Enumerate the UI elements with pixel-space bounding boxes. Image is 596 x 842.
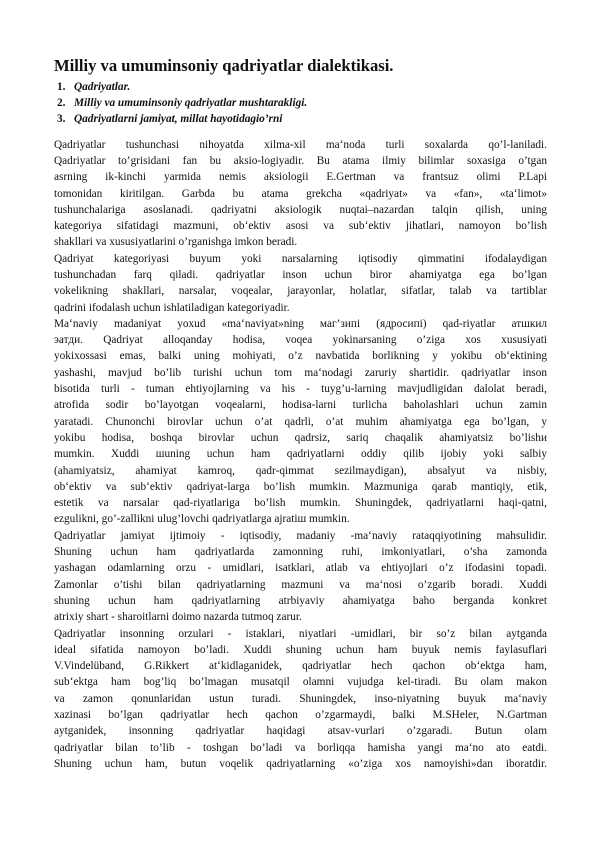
body-line: Qadriyat kategoriyasi buyum yoki narsalarning iqtisodiy qimmatini ifodalaydigan (54, 252, 547, 265)
body-line: qadriyatlar bilan to’lib - toshgan bo’ladi va borliqqa hamisha yangi ma‘no ato eatdi. (54, 741, 547, 754)
body-line: shuning uchun ham qadriyatlarning atrbiyaviy ahamiyatga baho berganda konkret (54, 594, 547, 607)
body-line: bisotida turli - tuman ehtiyojlarning va his - tuyg’u-larning mavjudligidan dalolat beradi, (54, 383, 547, 396)
body-line: kategoriya sifatidagi mazmuni, ob‘ektiv asosi va sub‘ektiv jihatlari, namoyon bo’lish (54, 220, 547, 233)
body-line: atrixiy shart - sharoitlarni doimo nazarda tutmoq zarur. (54, 611, 302, 624)
body-line: Ma‘naviy madaniyat yoxud «ma‘naviyat»ning маг’зипі (ядросипі) qad-riyatlar атшкил (54, 317, 547, 330)
outline-item (54, 95, 547, 111)
document-page (54, 56, 547, 772)
body-line: yokibu hodisa, boshqa birovlar uchun qadrsiz, sariq chaqalik ahamiyatsiz bo’lishи (54, 431, 547, 444)
body-line: aytganidek, insonning qadriyatlar haqidagi atsav-vurlari o’zgaradi. Butun olam (54, 725, 547, 738)
body-line: sub‘ektga ham bog’liq bo’lmagan musatqil olamni vujudga kel-tiradi. Bu olam makon (54, 676, 547, 689)
body-line: xazinasi bo’lgan qadriyatlar hech qachon o’zgarmaydi, balki M.SHeler, N.Gartman (54, 709, 547, 721)
body-line: tushunchadan farq qiladi. qadriyatlar inson uchun biror ahamiyatga ega bo’lgan (54, 268, 547, 281)
body-line: Shuning uchun ham qadriyatlarda zamonning ruhi, imkoniyatlari, o’sha zamonda (54, 546, 547, 559)
body-line: mumkin. Xuddi шuning uchun ham qadriyatlarni oddiy qilib ijobiy yoki salbiy (54, 448, 547, 461)
body-line: Qadriyatlar jamiyat ijtimoiy - iqtisodiy, madaniy -ma‘naviy rataqqiyotining mahsulidir. (54, 529, 547, 542)
topic-outline (54, 79, 547, 128)
body-line: estetik va narsalar qad-riyatlariga bo’lish mumkin. Shuningdek, qadriyatlarni haqi-qatni, (54, 497, 547, 510)
outline-item (54, 79, 547, 95)
document-title: Milliy va umuminsoniy qadriyatlar dialektikasi. (54, 56, 394, 75)
body-line: ob‘ektiv va sub‘ektiv qadriyat-larga bo’lish mumkin. Mazmuniga qarab mantiqiy, etik, (54, 480, 547, 493)
body-line: atrofida sodir bo’layotgan voqealarni, hodisa-larni turlicha baholashlari uchun zamin (54, 399, 547, 412)
outline-text: Milliy va umuminsoniy qadriyatlar mushtarakligi. (74, 97, 308, 110)
body-line: (ahamiyatsiz, ahamiyat kamroq, qadr-qimmat sezilmaydigan), absalyut va nisbiy, (54, 464, 547, 477)
body-line: ezgulikni, go’-zallikni ulug’lovchi qadriyatlarga ajratiш mumkin. (54, 513, 350, 526)
body-line: Qadriyatlar tushunchasi nihoyatda xilma-xil ma‘noda turli soxalarda qo’l-laniladi. (54, 138, 547, 151)
body-line: эатди. Qadriyat alloqanday hodisa, voqea yokinarsaning o’ziga xos xususiyati (54, 334, 547, 347)
outline-number: 2. (57, 97, 66, 110)
body-line: Qadriyatlar to’grisidani fan bu aksio-logiyadir. Bu atama ilmiy bilimlar soxasiga o’tgan (54, 154, 547, 167)
body-line: qadrini ifodalash uchun ishlatiladigan kategoriyadir. (54, 301, 290, 314)
body-line: yokixossasi emas, balki uning mohiyati, o’z navbatida borlikning y yokibu ob‘ektining (54, 350, 547, 363)
body-line: Qadriyatlar insonning orzulari - istaklari, niyatlari -umidlari, bir so’z bilan aytganda (54, 627, 547, 640)
body-line: yashashi, mavjud bo’lib turishi uchun tom ma‘nodagi zaruriy shartidir. qadriyatlar inson (54, 366, 547, 379)
body-line: vokelikning shakllari, narsalar, voqealar, jarayonlar, holatlar, sifatlar, talab va tartiblar (54, 285, 547, 298)
body-line: ideal sifatida namoyon bo’ladi. Xuddi shuning uchun ham buyuk nemis faylasuflari (54, 643, 547, 656)
body-line: V.Vindelüband, G.Rikkert at‘kidlaganidek, qadriyatlar hech qachon ob‘ektga ham, (54, 660, 547, 673)
body-line: tomonidan kiritilgan. Garbda bu atama grekcha «qadriyat» va «fan», «ta‘limot» (54, 187, 547, 200)
outline-number: 3. (57, 113, 66, 126)
body-line: asrning ik-kinchi yarmida nemis aksiologii E.Gertman va frantsuz olimi P.Lapi (54, 171, 547, 184)
body-line: tushunchalariga asoslanadi. qadriyatni aksiologik nuqtai–nazardan talqin qilish, uning (54, 203, 547, 216)
body-line: va zamon qonunlaridan ustun turadi. Shuningdek, inso-niyatning buyuk ma‘naviy (54, 692, 547, 705)
body-line: Shuning uchun ham, butun voqelik qadriyatlarning «o’ziga xos namoyishi»dan iboratdir. (54, 757, 547, 770)
outline-number: 1. (57, 81, 66, 93)
outline-text: Qadriyatlar. (74, 81, 131, 93)
body-line: Zamonlar o’tishi bilan qadriyatlarning mazmuni va ma‘nosi o’zgarib boradi. Xuddi (54, 578, 547, 591)
body-line: yashagan odamlarning orzu - umidlari, isatklari, atlab va ehtiyojlari o’z ifodasini topadi. (54, 562, 547, 575)
body-line: yaratadi. Chunonchi birovlar uchun o’at qadrli, o’at muhim ahamiyatga ega bo’lgan, y (54, 415, 547, 428)
body-text (54, 137, 547, 773)
outline-text: Qadriyatlarni jamiyat, millat hayotidagio’rni (74, 113, 283, 126)
outline-item (54, 111, 547, 127)
body-line: shakllari va xususiyatlarini o’rganishga imkon beradi. (54, 236, 298, 249)
